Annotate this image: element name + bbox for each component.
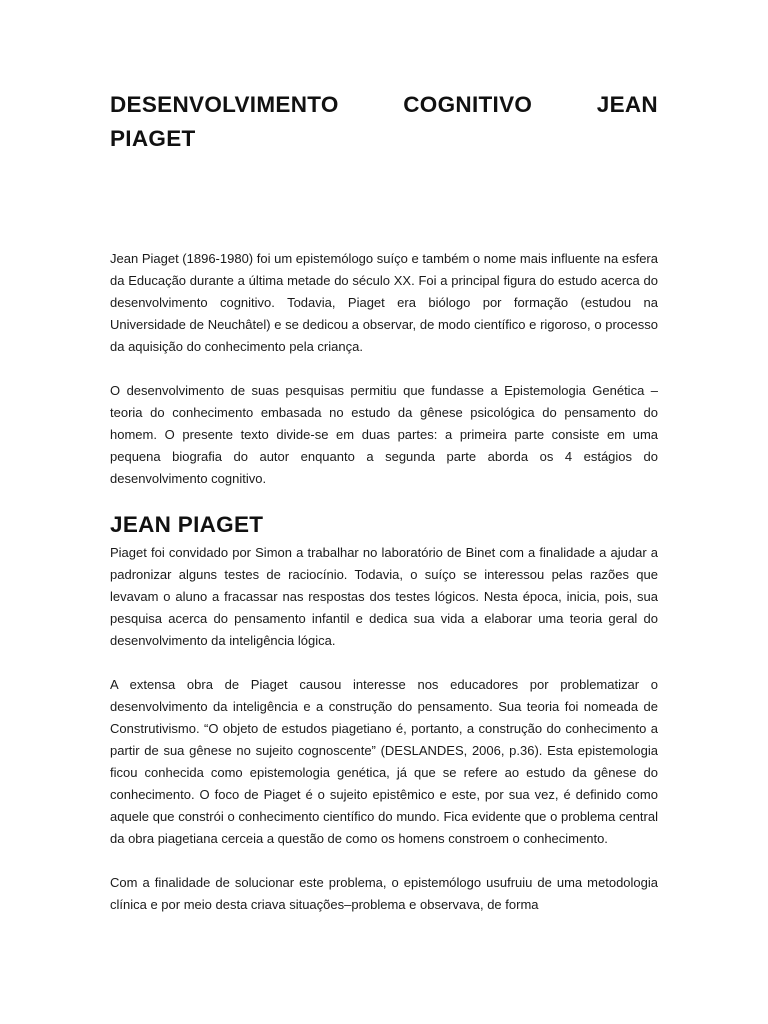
title-word-2: COGNITIVO <box>403 92 533 117</box>
document-page <box>110 88 658 916</box>
title-line-2: PIAGET <box>110 126 196 151</box>
section-heading: JEAN PIAGET <box>110 512 264 537</box>
title-line-1 <box>110 88 658 122</box>
document-title <box>110 88 658 156</box>
section-paragraph-1: Piaget foi convidado por Simon a trabalhar no laboratório de Binet com a finalidade a ajudar a padronizar alguns testes de raciocínio. Todavia, o suíço se interessou pelas razões que levavam o aluno a fracassar nas respostas dos testes lógicos. Nesta época, inicia, pois, sua pesquisa acerca do pensamento infantil e dedica sua vida a elaborar uma teoria geral do desenvolvimento da inteligência lógica. <box>110 545 658 648</box>
intro-paragraph-1: Jean Piaget (1896-1980) foi um epistemólogo suíço e também o nome mais influente na esfera da Educação durante a última metade do século XX. Foi a principal figura do estudo acerca do desenvolvimento cognitivo. Todavia, Piaget era biólogo por formação (estudou na Universidade de Neuchâtel) e se dedicou a observar, de modo científico e rigoroso, o processo da aquisição do conhecimento pela criança. <box>110 251 658 354</box>
title-word-1: DESENVOLVIMENTO <box>110 92 339 117</box>
section-paragraph-3: Com a finalidade de solucionar este problema, o epistemólogo usufruiu de uma metodologia clínica e por meio desta criava situações–problema e observava, de forma <box>110 875 658 912</box>
intro-paragraph-2: O desenvolvimento de suas pesquisas permitiu que fundasse a Epistemologia Genética – teoria do conhecimento embasada no estudo da gênese psicológica do pensamento do homem. O presente texto divide-se em duas partes: a primeira parte consiste em uma pequena biografia do autor enquanto a segunda parte aborda os 4 estágios do desenvolvimento cognitivo. <box>110 383 658 486</box>
section-paragraph-2: A extensa obra de Piaget causou interesse nos educadores por problematizar o desenvolvimento da inteligência e a construção do pensamento. Sua teoria foi nomeada de Construtivismo. “O objeto de estudos piagetiano é, portanto, a construção do conhecimento a partir de sua gênese no sujeito cognoscente” (DESLANDES, 2006, p.36). Esta epistemologia ficou conhecida como epistemologia genética, já que se refere ao estudo da gênese do conhecimento. O foco de Piaget é o sujeito epistêmico e este, por sua vez, é definido como aquele que constrói o conhecimento científico do mundo. Fica evidente que o problema central da obra piagetiana cerceia a questão de como os homens constroem o conhecimento. <box>110 677 658 846</box>
title-word-3: JEAN <box>596 92 658 117</box>
